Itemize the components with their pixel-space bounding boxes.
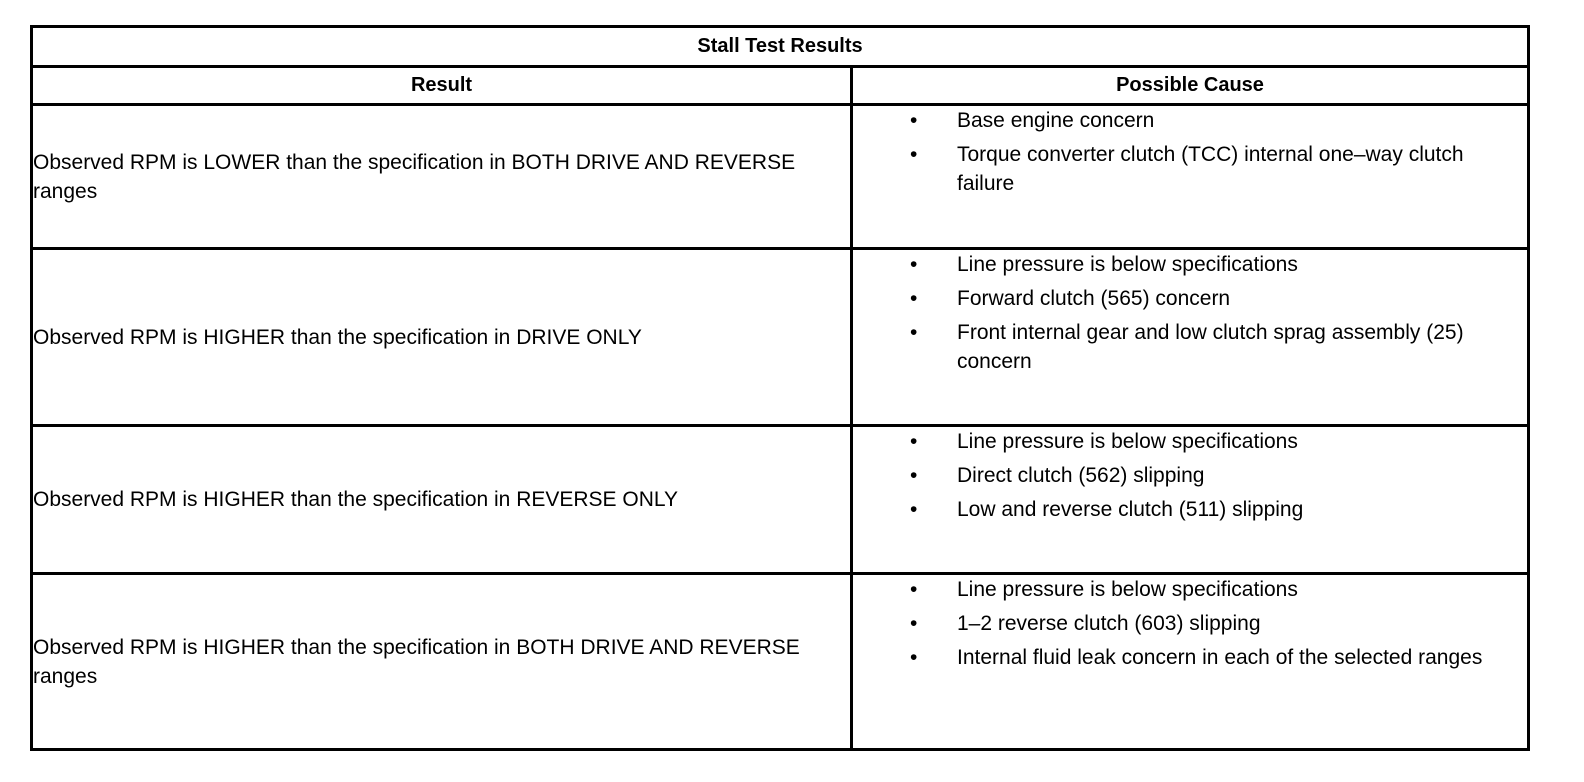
cause-list-item xyxy=(853,140,1527,198)
result-cell: Observed RPM is HIGHER than the specification in BOTH DRIVE AND REVERSE ranges xyxy=(32,574,852,750)
cause-list xyxy=(853,106,1527,198)
cause-cell xyxy=(852,249,1529,426)
cause-text: 1–2 reverse clutch (603) slipping xyxy=(957,612,1261,635)
column-header-possible-cause: Possible Cause xyxy=(852,67,1529,105)
bullet-icon: • xyxy=(910,464,918,487)
cause-list-item xyxy=(853,495,1527,524)
cause-text: Line pressure is below specifications xyxy=(957,253,1298,276)
table-row xyxy=(32,105,1529,249)
cause-list-item xyxy=(853,427,1527,456)
cause-list xyxy=(853,575,1527,672)
cause-text: Front internal gear and low clutch sprag assembly (25) concern xyxy=(957,321,1464,373)
cause-list xyxy=(853,427,1527,524)
cause-text: Low and reverse clutch (511) slipping xyxy=(957,498,1304,521)
bullet-icon: • xyxy=(910,143,918,166)
bullet-icon: • xyxy=(910,430,918,453)
stall-test-results-table xyxy=(30,25,1530,751)
bullet-icon: • xyxy=(910,253,918,276)
cause-cell xyxy=(852,426,1529,574)
table-header-row xyxy=(32,67,1529,105)
column-header-result: Result xyxy=(32,67,852,105)
table-row xyxy=(32,426,1529,574)
cause-text: Base engine concern xyxy=(957,109,1155,132)
table-title: Stall Test Results xyxy=(32,27,1529,67)
cause-cell xyxy=(852,574,1529,750)
result-cell: Observed RPM is LOWER than the specification in BOTH DRIVE AND REVERSE ranges xyxy=(32,105,852,249)
table-title-row xyxy=(32,27,1529,67)
cause-text: Torque converter clutch (TCC) internal one–way clutch failure xyxy=(957,143,1464,195)
cause-list-item xyxy=(853,250,1527,279)
cause-list-item xyxy=(853,643,1527,672)
bullet-icon: • xyxy=(910,287,918,310)
cause-list-item xyxy=(853,575,1527,604)
bullet-icon: • xyxy=(910,498,918,521)
bullet-icon: • xyxy=(910,578,918,601)
cause-list xyxy=(853,250,1527,376)
cause-cell xyxy=(852,105,1529,249)
cause-text: Forward clutch (565) concern xyxy=(957,287,1231,310)
cause-text: Line pressure is below specifications xyxy=(957,430,1298,453)
cause-list-item xyxy=(853,284,1527,313)
result-cell: Observed RPM is HIGHER than the specification in REVERSE ONLY xyxy=(32,426,852,574)
cause-list-item xyxy=(853,461,1527,490)
result-cell: Observed RPM is HIGHER than the specification in DRIVE ONLY xyxy=(32,249,852,426)
cause-text: Direct clutch (562) slipping xyxy=(957,464,1205,487)
cause-list-item xyxy=(853,609,1527,638)
cause-text: Internal fluid leak concern in each of the selected ranges xyxy=(957,646,1483,669)
bullet-icon: • xyxy=(910,646,918,669)
cause-list-item xyxy=(853,106,1527,135)
table-row xyxy=(32,574,1529,750)
cause-list-item xyxy=(853,318,1527,376)
bullet-icon: • xyxy=(910,109,918,132)
bullet-icon: • xyxy=(910,321,918,344)
cause-text: Line pressure is below specifications xyxy=(957,578,1298,601)
table-row xyxy=(32,249,1529,426)
bullet-icon: • xyxy=(910,612,918,635)
